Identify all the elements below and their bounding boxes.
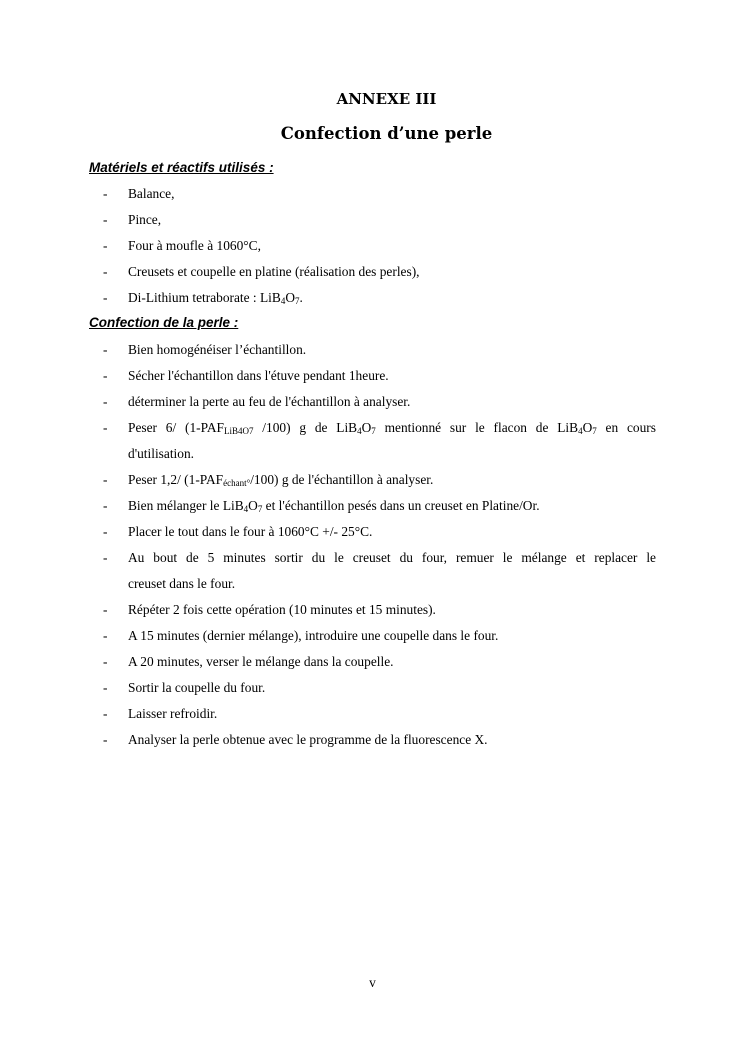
list-dash: - — [103, 368, 108, 383]
list-item-continuation: d'utilisation. — [128, 446, 195, 461]
list-item-text: Balance, — [128, 186, 175, 201]
list-dash: - — [103, 264, 108, 279]
list-dash: - — [103, 550, 108, 565]
list-item-text: Laisser refroidir. — [128, 706, 218, 721]
annex-heading: ANNEXE III — [336, 90, 437, 108]
list-item-text: Pince, — [128, 212, 162, 227]
list-item-continuation: creuset dans le four. — [128, 576, 236, 591]
list-dash: - — [103, 290, 108, 305]
list-dash: - — [103, 420, 108, 435]
list-item-text: Peser 1,2/ $(1-PAF_{échant^\circ}/100)$ g de l'échantillon à analyser. — [128, 472, 434, 488]
list-item-text: Peser 6/ ($1-PAF_{LiB4O7}$ /100) g de $LiB_4O_7$ mentionné sur le flacon de $LiB_4O_7$ en cours — [128, 420, 656, 436]
materials-heading: Matériels et réactifs utilisés : — [89, 160, 274, 175]
list-dash: - — [103, 472, 108, 487]
list-dash: - — [103, 342, 108, 357]
list-item-text: Di-Lithium tetraborate : $LiB_4O_7$. — [128, 290, 303, 306]
list-dash: - — [103, 706, 108, 721]
list-dash: - — [103, 680, 108, 695]
list-item-text: Au bout de 5 minutes sortir du le creuset du four, remuer le mélange et replacer le — [128, 550, 656, 565]
list-item-text: A 20 minutes, verser le mélange dans la coupelle. — [128, 654, 394, 669]
list-item-text: Répéter 2 fois cette opération (10 minutes et 15 minutes). — [128, 602, 436, 617]
list-item-text: Sécher l'échantillon dans l'étuve pendant 1heure. — [128, 368, 389, 383]
procedure-heading: Confection de la perle : — [89, 315, 239, 330]
list-item-text: A 15 minutes (dernier mélange), introduire une coupelle dans le four. — [128, 628, 499, 643]
list-item-text: Analyser la perle obtenue avec le programme de la fluorescence X. — [128, 732, 488, 747]
list-dash: - — [103, 628, 108, 643]
list-dash: - — [103, 212, 108, 227]
list-item-text: Four à moufle à 1060°C, — [128, 238, 261, 253]
list-dash: - — [103, 602, 108, 617]
list-dash: - — [103, 238, 108, 253]
list-item-text: Creusets et coupelle en platine (réalisation des perles), — [128, 264, 420, 279]
page-number: v — [369, 975, 376, 990]
list-item-text: Sortir la coupelle du four. — [128, 680, 266, 695]
list-item-text: Bien homogénéiser l’échantillon. — [128, 342, 307, 357]
list-dash: - — [103, 394, 108, 409]
list-item-text: déterminer la perte au feu de l'échantillon à analyser. — [128, 394, 411, 409]
list-dash: - — [103, 654, 108, 669]
list-dash: - — [103, 186, 108, 201]
page-title: Confection d’une perle — [280, 124, 493, 143]
list-dash: - — [103, 498, 108, 513]
list-dash: - — [103, 524, 108, 539]
list-item-text: Bien mélanger le $LiB_4O_7$ et l'échantillon pesés dans un creuset en Platine/Or. — [128, 498, 540, 514]
list-dash: - — [103, 732, 108, 747]
list-item-text: Placer le tout dans le four à 1060°C +/- 25°C. — [128, 524, 373, 539]
